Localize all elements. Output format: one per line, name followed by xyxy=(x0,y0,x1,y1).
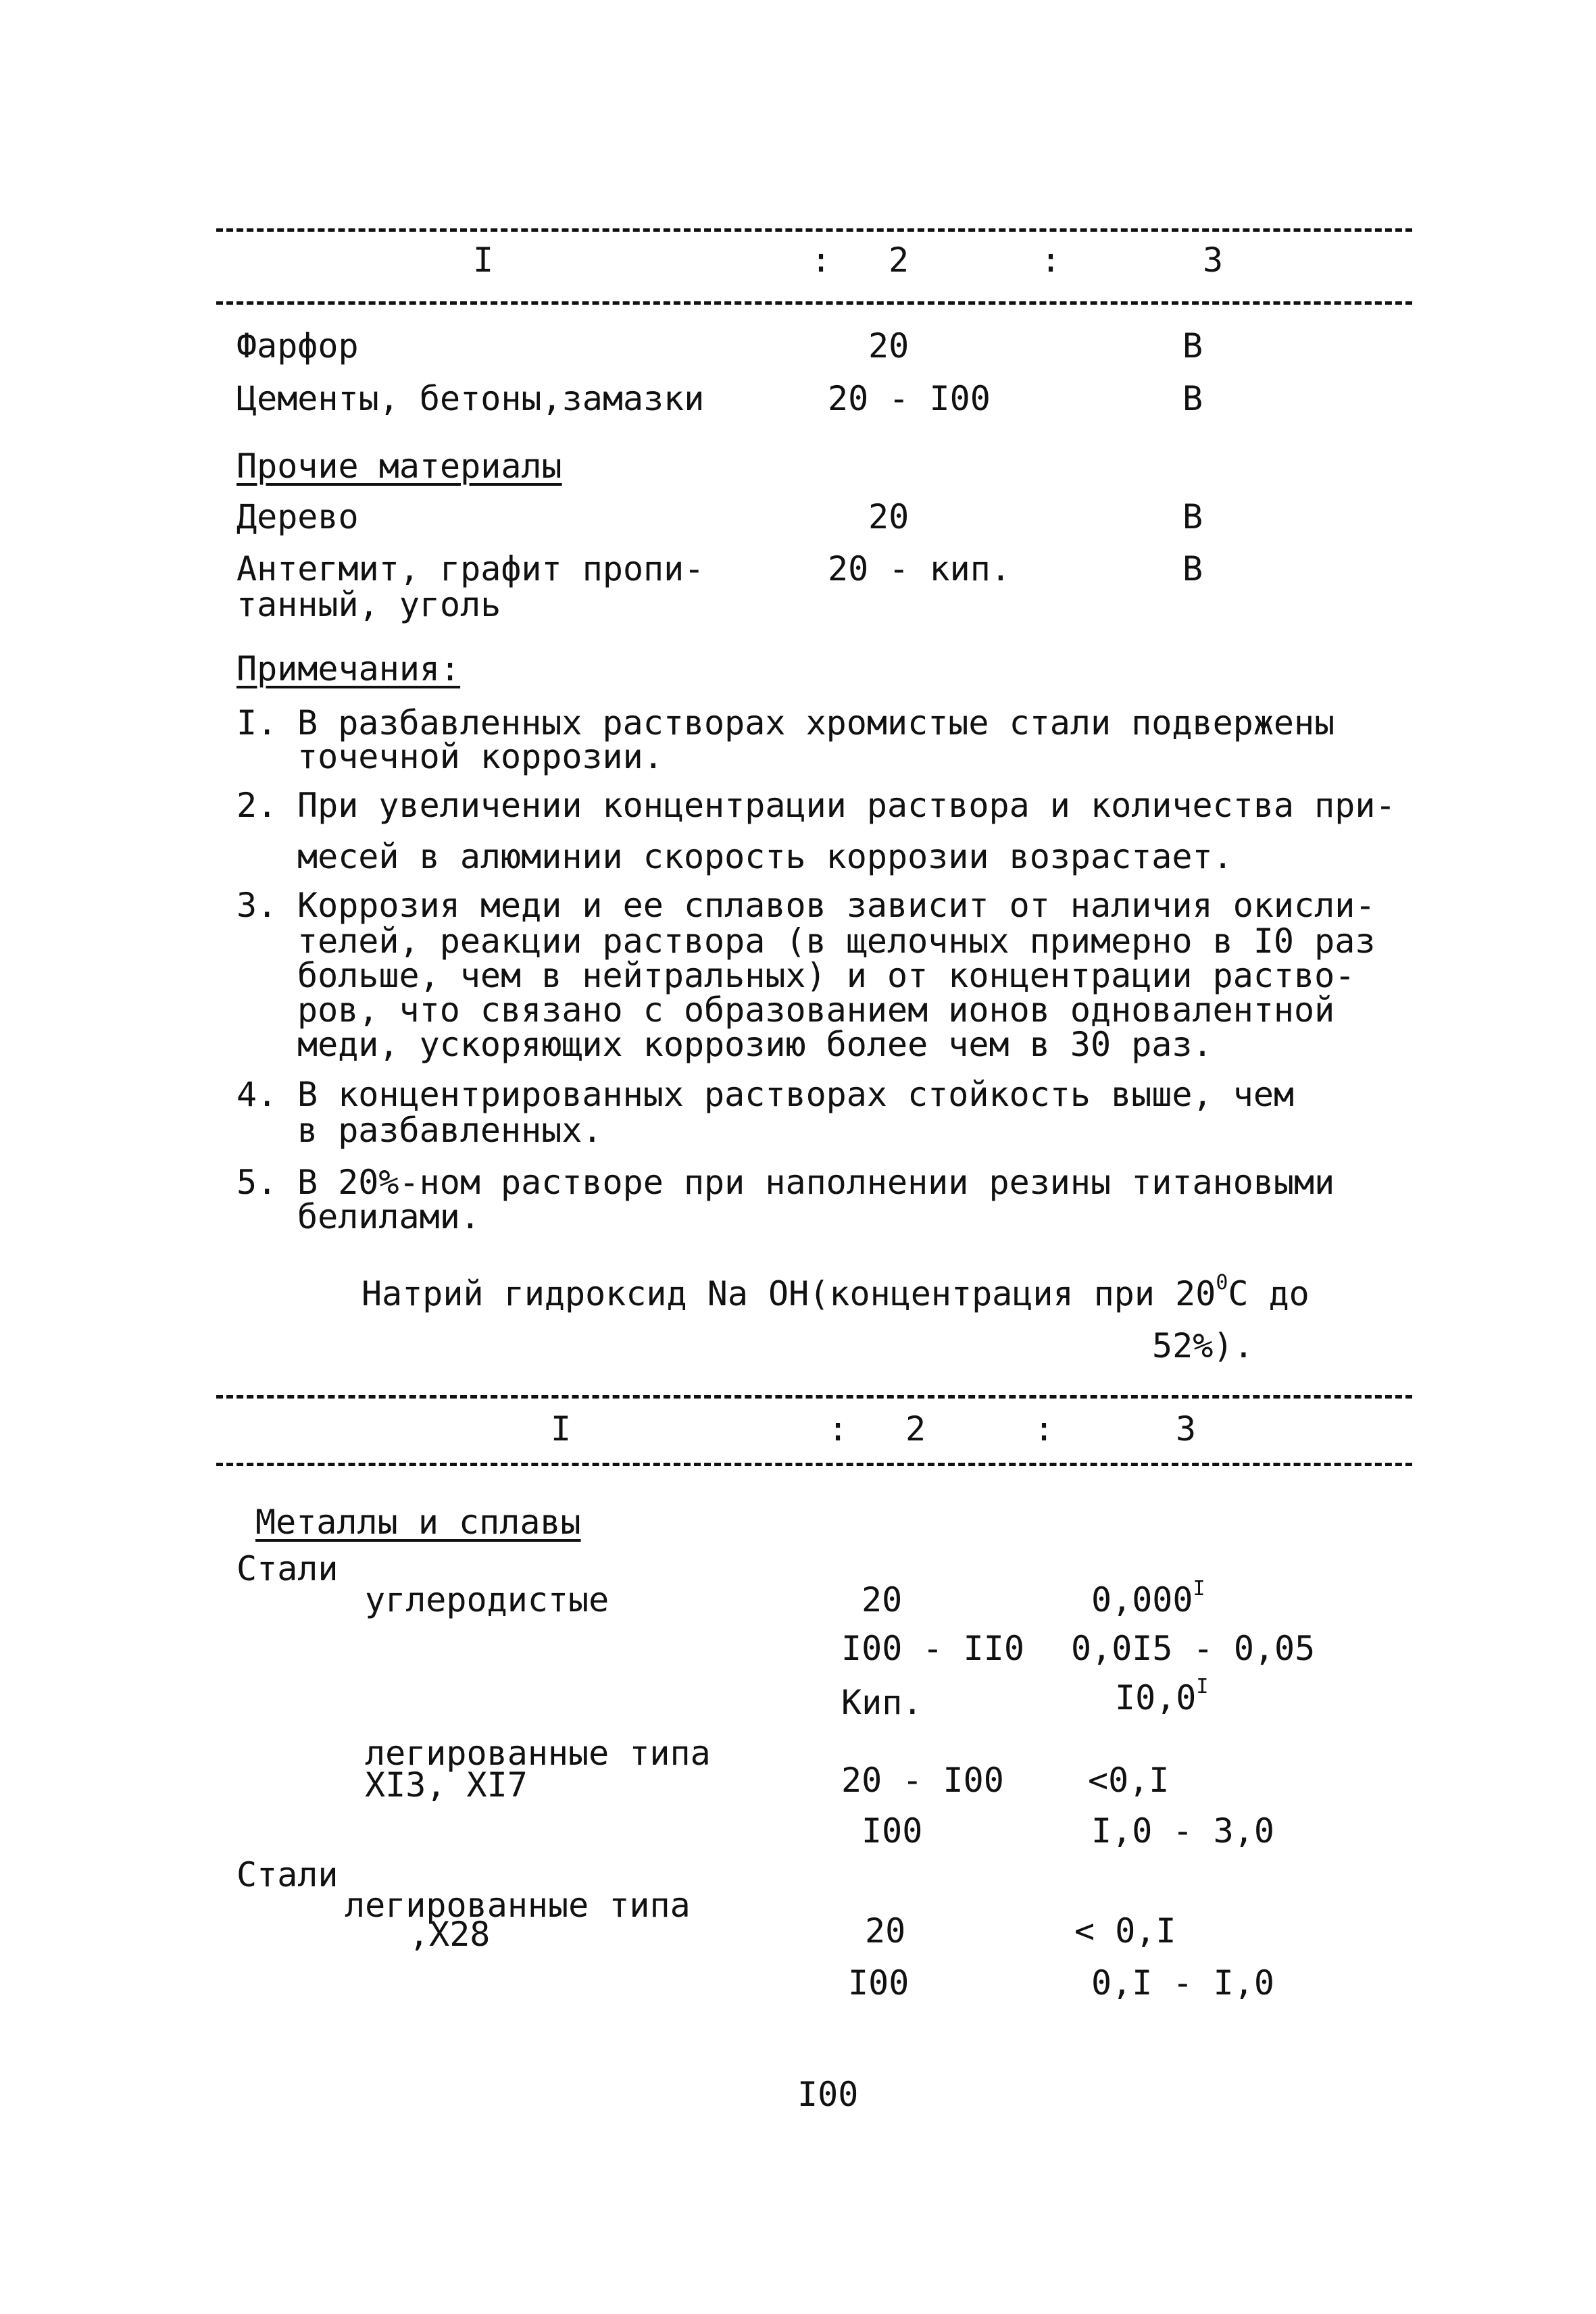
table1-row-name: Дерево xyxy=(236,497,359,536)
table2-rate xyxy=(1115,1675,1209,1717)
table2-temp: I00 - II0 xyxy=(841,1629,1024,1668)
note-text: месей в алюминии скорость коррозии возрастает. xyxy=(297,837,1233,876)
section-title xyxy=(361,1271,1310,1313)
table1-row-rating: В xyxy=(1182,379,1203,418)
table2-header-sep1: : xyxy=(828,1409,849,1449)
table1-row-rating: В xyxy=(1182,326,1203,366)
table2-temp: I00 xyxy=(848,1963,909,2003)
table1-row-name-cont: танный, уголь xyxy=(236,585,501,624)
table1-header-col3: 3 xyxy=(1203,241,1224,280)
note-text: в разбавленных. xyxy=(297,1111,603,1150)
table1-row-temp: 20 xyxy=(868,497,909,536)
table2-rate: <0,I xyxy=(1088,1761,1170,1800)
table2-temp: Кип. xyxy=(841,1683,923,1722)
section-title-line2: 52%). xyxy=(1152,1326,1254,1365)
note-text: меди, ускоряющих коррозию более чем в 30 раз. xyxy=(297,1025,1213,1064)
note-text: точечной коррозии. xyxy=(297,737,664,776)
note-text: Коррозия меди и ее сплавов зависит от наличия окисли- xyxy=(297,886,1376,925)
table1-row-temp: 20 - I00 xyxy=(828,379,991,418)
notes-heading: Примечания: xyxy=(236,649,461,688)
note-text: телей, реакции раствора (в щелочных примерно в I0 раз xyxy=(297,922,1376,961)
table1-header-col1: I xyxy=(473,241,494,280)
section-title-text: Натрий гидроксид Na OH(концентрация при 20 xyxy=(361,1274,1216,1313)
footnote-mark: I xyxy=(1196,1675,1209,1699)
table2-temp: 20 - I00 xyxy=(841,1761,1004,1800)
note-number: 4. xyxy=(236,1075,278,1114)
note-text: В 20%-ном растворе при наполнении резины титановыми xyxy=(297,1163,1335,1202)
alloyed-steel-grade: ,X28 xyxy=(409,1915,491,1954)
table2-rate-value: I0,0 xyxy=(1115,1678,1197,1717)
alloyed-steel-label: легированные типа xyxy=(365,1734,711,1773)
note-text: В концентрированных растворах стойкость выше, чем xyxy=(297,1075,1295,1114)
note-text: При увеличении концентрации раствора и количества при- xyxy=(297,786,1396,825)
alloyed-steel-grade: XI3, XI7 xyxy=(365,1765,528,1805)
table2-top-rule xyxy=(216,1395,1412,1399)
table2-temp: I00 xyxy=(862,1811,923,1851)
table2-header-col2: 2 xyxy=(905,1409,926,1449)
note-number: 3. xyxy=(236,886,278,925)
note-number: 5. xyxy=(236,1163,278,1202)
note-number: I. xyxy=(236,703,278,743)
note-text: ров, что связано с образованием ионов одновалентной xyxy=(297,990,1335,1030)
table2-rate: I,0 - 3,0 xyxy=(1091,1811,1274,1851)
degree-mark: 0 xyxy=(1216,1271,1228,1294)
section-other-materials: Прочие материалы xyxy=(236,447,562,486)
table2-header-col1: I xyxy=(551,1409,572,1449)
table2-header-col3: 3 xyxy=(1176,1409,1197,1449)
table1-header-sep2: : xyxy=(1041,241,1062,280)
section-metals: Металлы и сплавы xyxy=(255,1503,581,1542)
group-label: Стали xyxy=(236,1855,339,1894)
note-text: больше, чем в нейтральных) и от концентрации раство- xyxy=(297,956,1355,995)
table1-header-sep1: : xyxy=(811,241,832,280)
table2-rate: 0,0I5 - 0,05 xyxy=(1071,1629,1316,1668)
table1-header-rule xyxy=(216,301,1412,305)
section-title-text-end: C до xyxy=(1228,1274,1310,1313)
table2-header-sep2: : xyxy=(1034,1409,1055,1449)
table2-temp: 20 xyxy=(862,1580,903,1619)
table1-row-name: Цементы, бетоны,замазки xyxy=(236,379,705,418)
group-label: Стали xyxy=(236,1549,339,1588)
page-number: I00 xyxy=(797,2075,859,2114)
note-text: В разбавленных растворах хромистые стали подвержены xyxy=(297,703,1335,743)
table1-top-rule xyxy=(216,228,1412,232)
note-text: белилами. xyxy=(297,1197,480,1236)
table2-rate: 0,I - I,0 xyxy=(1091,1963,1274,2003)
table1-row-rating: В xyxy=(1182,549,1203,588)
alloyed-steel-label: легированные типа xyxy=(345,1886,691,1925)
carbon-steel-label: углеродистые xyxy=(365,1580,609,1619)
footnote-mark: I xyxy=(1193,1577,1205,1601)
table1-row-name: Антегмит, графит пропи- xyxy=(236,549,705,588)
table1-row-rating: В xyxy=(1182,497,1203,536)
table1-row-temp: 20 - кип. xyxy=(828,549,1011,588)
table2-rate: < 0,I xyxy=(1074,1911,1176,1951)
table2-rate xyxy=(1091,1577,1205,1619)
table2-rate-value: 0,000 xyxy=(1091,1580,1193,1619)
table1-row-temp: 20 xyxy=(868,326,909,366)
note-number: 2. xyxy=(236,786,278,825)
table2-header-rule xyxy=(216,1463,1412,1466)
table1-header-col2: 2 xyxy=(889,241,909,280)
table1-row-name: Фарфор xyxy=(236,326,359,366)
table2-temp: 20 xyxy=(865,1911,906,1951)
